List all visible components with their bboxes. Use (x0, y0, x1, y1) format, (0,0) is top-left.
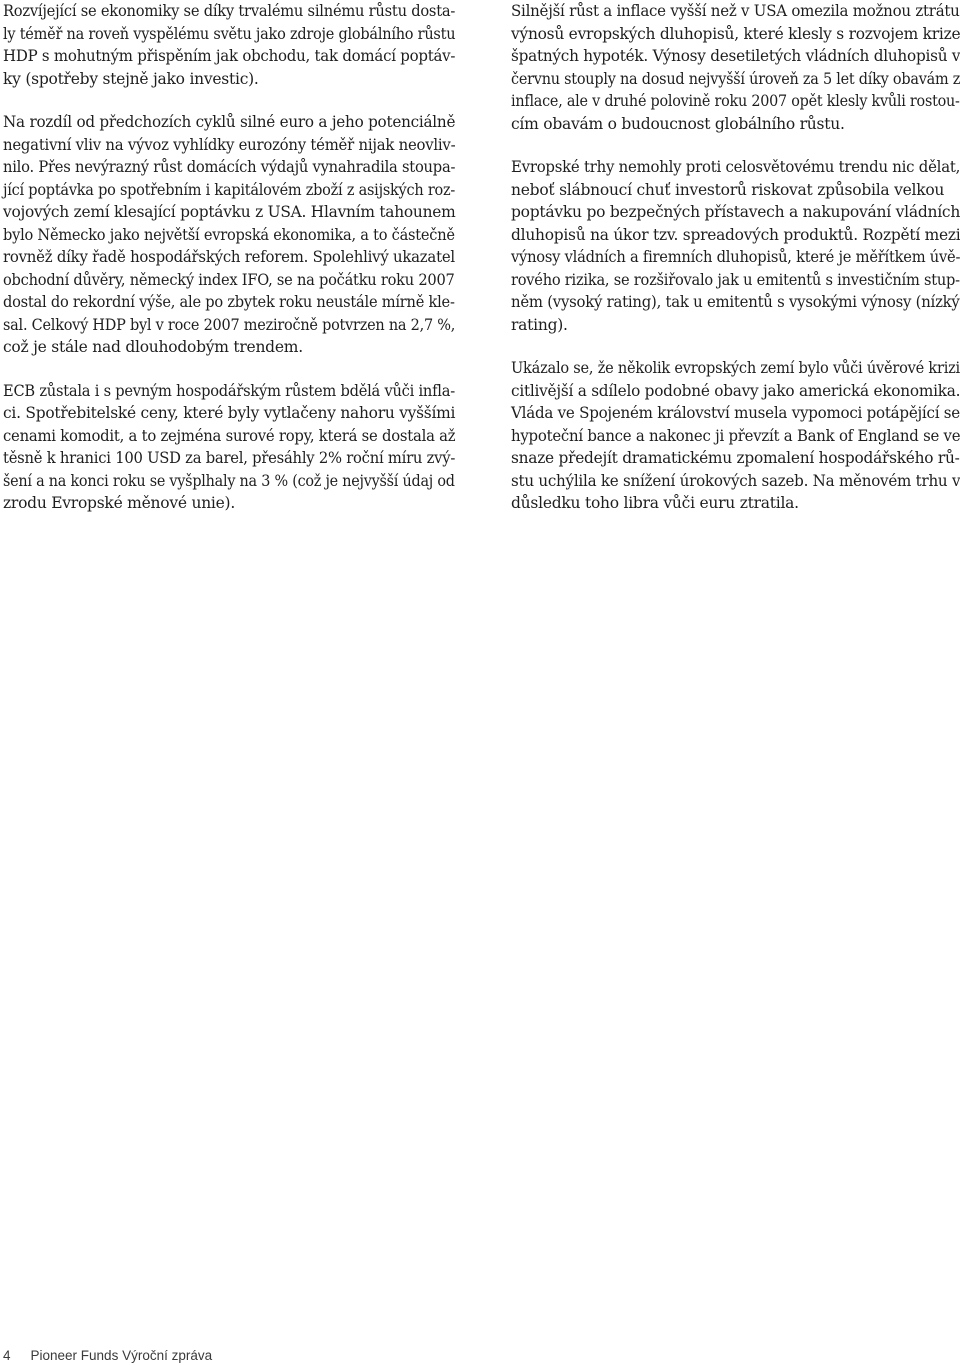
text-line: obchodní důvěry, německý index IFO, se na počátku roku 2007 (3, 270, 455, 289)
text-line: výnosů evropských dluhopisů, které klesly s rozvojem krize (511, 24, 960, 43)
text-line: Vláda ve Spojeném království musela vypomoci potápějící se (511, 404, 960, 422)
text-line: zrodu Evropské měnové unie). (3, 494, 236, 512)
text-line: něm (vysoký rating), tak u emitentů s vysokými výnosy (nízký (511, 293, 960, 311)
text-line: špatných hypoték. Výnosy desetiletých vládních dluhopisů v (511, 47, 960, 65)
text-line: hypoteční bance a nakonec ji převzít a Bank of England se ve (511, 426, 960, 445)
text-line: HDP s mohutným přispěním jak obchodu, tak domácí poptáv- (3, 47, 456, 65)
text-line: bylo Německo jako největší evropská ekonomika, a to částečně (3, 225, 455, 244)
text-line: Ukázalo se, že několik evropských zemí bylo vůči úvěrové krizi (511, 359, 960, 377)
text-line: Evropské trhy nemohly proti celosvětovému trendu nic dělat, (511, 158, 960, 176)
text-line: nilo. Přes nevýrazný růst domácích výdajů vynahradila stoupa- (3, 158, 456, 176)
paragraph-ecb-inflation (3, 380, 455, 515)
text-line: rating). (511, 315, 568, 334)
text-line: dluhopisů na úkor tzv. spreadových produktů. Rozpětí mezi (511, 225, 960, 244)
right-text-column (511, 0, 960, 536)
paragraph-bond-yields (511, 0, 960, 135)
paragraph-credit-crisis (511, 357, 960, 515)
text-line: dostal do rekordní výše, ale po zbytek roku neustále mírně kle- (3, 293, 455, 311)
paragraph-emerging-economies (3, 0, 455, 90)
text-line: stu uchýlila ke snížení úrokových sazeb. Na měnovém trhu v (511, 471, 960, 490)
text-line: cenami komodit, a to zejména surové ropy, která se dostala až (3, 426, 456, 445)
text-line: neboť slábnoucí chuť investorů riskovat způsobila velkou (511, 180, 945, 199)
text-line: jící poptávka po spotřebním i kapitálovém zboží z asijských roz- (3, 180, 456, 199)
text-line: negativní vliv na vývoz vyhlídky eurozóny téměř nijak neovliv- (3, 135, 456, 154)
paragraph-european-markets (511, 156, 960, 336)
text-line: ECB zůstala i s pevným hospodářským růstem bdělá vůči infla- (3, 381, 455, 400)
text-line: poptávku po bezpečných přístavech a nakupování vládních (511, 203, 960, 221)
text-line: Silnější růst a inflace vyšší než v USA omezila možnou ztrátu (511, 2, 960, 20)
text-line: inflace, ale v druhé polovině roku 2007 opět klesly kvůli rostou- (511, 92, 960, 110)
text-line: rového rizika, se rozšiřovalo jak u emitentů s investičním stup- (511, 270, 960, 289)
text-line: Na rozdíl od předchozích cyklů silné euro a jeho potenciálně (3, 113, 456, 131)
text-line: těsně k hranici 100 USD za barel, přesáhly 2% roční míru zvý- (3, 449, 456, 467)
paragraph-eurozone-outlook (3, 111, 455, 359)
text-line: Rozvíjející se ekonomiky se díky trvalému silnému růstu dosta- (3, 2, 456, 20)
text-line: rovněž díky řadě hospodářských reforem. Spolehlivý ukazatel (3, 248, 455, 266)
text-line: snaze předejít dramatickému zpomalení hospodářského rů- (511, 449, 960, 467)
page-footer (3, 1346, 212, 1364)
page-number: 4 (3, 1347, 11, 1363)
text-line: červnu stouply na dosud nejvyšší úroveň za 5 let díky obavám z (511, 69, 960, 88)
text-line: citlivější a sdílelo podobné obavy jako americká ekonomika. (511, 381, 960, 400)
text-line: důsledku toho libra vůči euru ztratila. (511, 494, 799, 512)
left-text-column (3, 0, 455, 536)
text-line: vojových zemí klesající poptávku z USA. Hlavním tahounem (3, 203, 456, 221)
text-line: výnosy vládních a firemních dluhopisů, které je měřítkem úvě- (511, 248, 960, 266)
text-line: šení a na konci roku se vyšplhaly na 3 % (což je nejvyšší údaj od (3, 471, 455, 490)
text-line: ky (spotřeby stejně jako investic). (3, 69, 259, 88)
text-line: což je stále nad dlouhodobým trendem. (3, 338, 303, 356)
text-line: cím obavám o budoucnost globálního růstu. (511, 114, 845, 133)
text-line: ly téměř na roveň vyspělému světu jako zdroje globálního růstu (3, 24, 456, 43)
text-line: sal. Celkový HDP byl v roce 2007 meziročně potvrzen na 2,7 %, (3, 315, 456, 334)
text-line: ci. Spotřebitelské ceny, které byly vytlačeny nahoru vyššími (3, 404, 456, 422)
publication-title: Pioneer Funds Výroční zpráva (30, 1347, 213, 1363)
